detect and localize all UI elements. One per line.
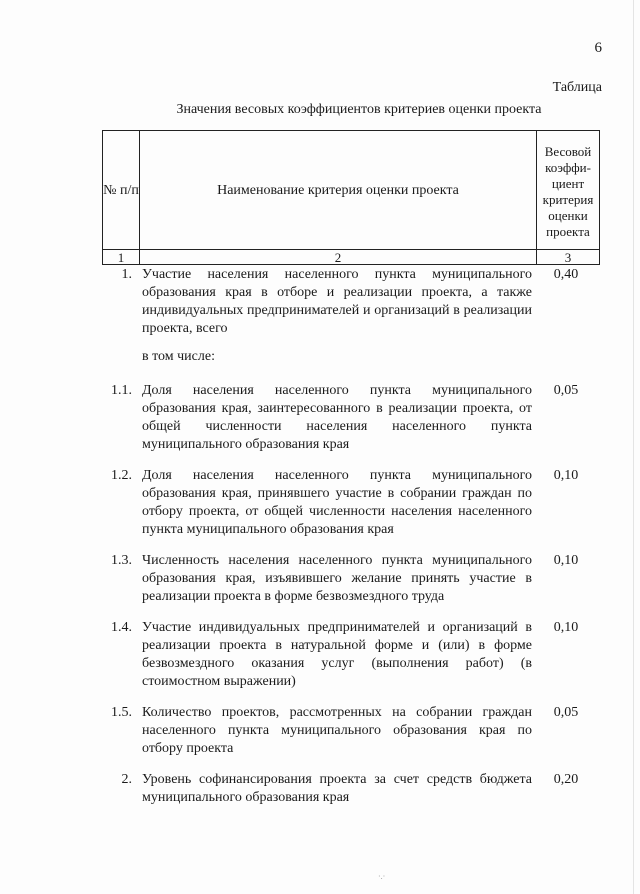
column-number-1: 1 — [103, 250, 140, 265]
row-number: 1.1. — [111, 383, 132, 398]
table-row — [102, 467, 600, 539]
table-row — [102, 552, 600, 606]
table-row — [102, 266, 600, 338]
row-weight: 0,10 — [553, 553, 579, 568]
table-row — [102, 619, 600, 691]
row-number: 1.3. — [111, 553, 132, 568]
table-row — [102, 771, 600, 807]
scan-speck: ·.· — [378, 872, 386, 881]
row-criterion: Доля населения населенного пункта муниципального образования края, принявшего участие в собрании граждан по отбору проекта, от общей численности населения населенного пункта муниципального образования края — [142, 468, 532, 537]
header-cell-weight: Весовой коэффи- циент критерия оценки проекта — [537, 131, 600, 250]
row-criterion: Уровень софинансирования проекта за счет средств бюджета муниципального образования края — [142, 772, 532, 805]
row-criterion: Численность населения населенного пункта муниципального образования края, изъявившего желание принять участие в реализации проекта в форме безвозмездного труда — [142, 553, 532, 604]
row-number: 1.2. — [111, 468, 132, 483]
column-number-3: 3 — [537, 250, 600, 265]
criteria-table-header — [102, 130, 600, 265]
row-criterion: Участие населения населенного пункта муниципального образования края в отборе и реализации проекта, а также индивидуальных предпринимателей и организаций в реализации проекта, всего — [142, 267, 532, 336]
row-number: 1. — [121, 267, 132, 282]
row-criterion: Доля населения населенного пункта муниципального образования края, заинтересованного в реализации проекта, от общей численности населения населенного пункта муниципального образования края — [142, 383, 532, 452]
column-number-2: 2 — [140, 250, 537, 265]
row-weight: 0,10 — [553, 468, 579, 483]
page-edge-line — [633, 0, 634, 894]
table-row — [102, 704, 600, 758]
row-weight: 0,05 — [553, 383, 579, 398]
including-note: в том числе: — [142, 349, 215, 364]
row-criterion: Участие индивидуальных предпринимателей и организаций в реализации проекта в натуральной форме и (или) в форме безвозмездного оказания услуг (выполнения работ) (в стоимостном выражении) — [142, 620, 532, 689]
table-header-row — [103, 131, 600, 250]
row-weight: 0,05 — [553, 705, 579, 720]
table-title: Значения весовых коэффициентов критериев оценки проекта — [176, 102, 542, 117]
header-cell-number: № п/п — [103, 131, 140, 250]
criteria-list — [102, 266, 600, 818]
row-number: 1.5. — [111, 705, 132, 720]
header-cell-name: Наименование критерия оценки проекта — [140, 131, 537, 250]
page-number: 6 — [594, 40, 602, 56]
row-number: 2. — [121, 772, 132, 787]
column-number-row — [103, 250, 600, 265]
table-label: Таблица — [552, 80, 602, 95]
row-weight: 0,20 — [553, 772, 579, 787]
row-number: 1.4. — [111, 620, 132, 635]
row-criterion: Количество проектов, рассмотренных на собрании граждан населенного пункта муниципального образования края по отбору проекта — [142, 705, 532, 756]
row-weight: 0,10 — [553, 620, 579, 635]
row-weight: 0,40 — [553, 267, 579, 282]
table-row — [102, 382, 600, 454]
